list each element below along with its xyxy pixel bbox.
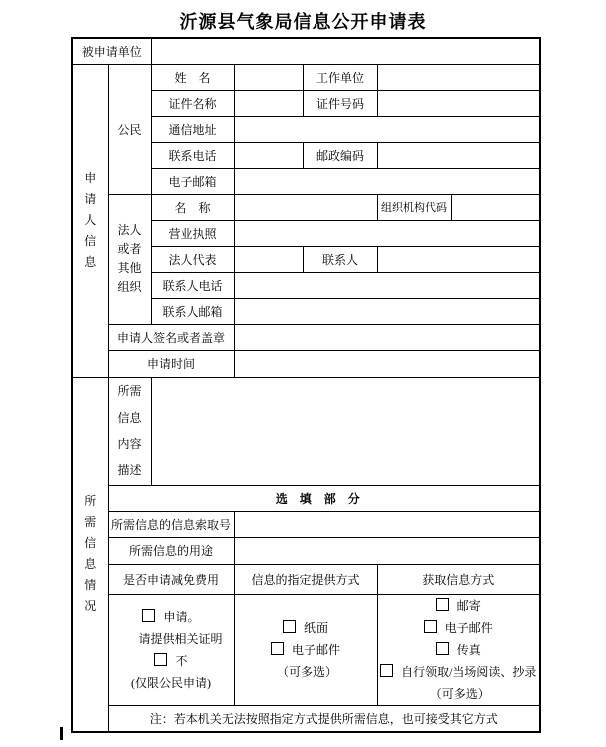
- cert-name-value-cell[interactable]: [234, 90, 303, 116]
- email-label: 电子邮箱: [151, 168, 234, 194]
- option-provide-email[interactable]: 电子邮件: [237, 639, 375, 661]
- table-row: [72, 594, 540, 705]
- optional-section-header: 选填部分: [108, 485, 540, 511]
- table-row: [72, 194, 540, 220]
- page-title: 沂源县气象局信息公开申请表: [179, 12, 427, 32]
- contact-phone-value-cell[interactable]: [234, 272, 540, 298]
- checkbox-icon[interactable]: [424, 620, 437, 633]
- contact-label: 联系人: [303, 246, 377, 272]
- name-label: 姓 名: [151, 64, 234, 90]
- applicant-section-vertical-text: 申请人信息: [84, 171, 97, 269]
- provide-multi-select-hint: （可多选）: [276, 664, 337, 679]
- postcode-value-cell[interactable]: [377, 142, 540, 168]
- provide-options-cell: [234, 594, 377, 705]
- option-fee-no[interactable]: 不: [111, 650, 232, 672]
- apply-time-value-cell[interactable]: [234, 350, 540, 377]
- contact-email-label: 联系人邮箱: [151, 298, 234, 324]
- table-row: [72, 38, 540, 64]
- option-fee-apply[interactable]: 申请。: [111, 606, 232, 628]
- work-unit-label: 工作单位: [303, 64, 377, 90]
- cert-no-label: 证件号码: [303, 90, 377, 116]
- checkbox-icon[interactable]: [154, 653, 167, 666]
- checkbox-icon[interactable]: [142, 609, 155, 622]
- contact-email-value-cell[interactable]: [234, 298, 540, 324]
- address-label: 通信地址: [151, 116, 234, 142]
- organization-group-wrapped-text: 法人或者其他组织: [117, 222, 142, 295]
- table-row: [72, 350, 540, 377]
- applied-unit-value-cell[interactable]: [151, 38, 540, 64]
- email-value-cell[interactable]: [234, 168, 540, 194]
- org-name-label: 名 称: [151, 194, 234, 220]
- purpose-label: 所需信息的用途: [108, 537, 234, 564]
- obtain-multi-select-hint: （可多选）: [429, 686, 490, 701]
- fee-citizen-only-hint: (仅限公民申请): [131, 675, 211, 690]
- content-desc-label: [108, 377, 151, 485]
- option-obtain-fax[interactable]: 传真: [380, 639, 538, 661]
- fee-apply-proof-hint: 请提供相关证明: [138, 631, 223, 646]
- obtain-column-header: 获取信息方式: [377, 564, 540, 594]
- legal-rep-label: 法人代表: [151, 246, 234, 272]
- applicant-section-label: [72, 64, 108, 377]
- signature-label: 申请人签名或者盖章: [108, 324, 234, 350]
- license-value-cell[interactable]: [234, 220, 540, 246]
- work-unit-value-cell[interactable]: [377, 64, 540, 90]
- checkbox-icon[interactable]: [380, 664, 393, 677]
- signature-value-cell[interactable]: [234, 324, 540, 350]
- cert-no-value-cell[interactable]: [377, 90, 540, 116]
- table-row: [72, 537, 540, 564]
- fee-options-cell: [108, 594, 234, 705]
- obtain-options-cell: [377, 594, 540, 705]
- option-provide-paper[interactable]: 纸面: [237, 617, 375, 639]
- fee-column-header: 是否申请减免费用: [108, 564, 234, 594]
- info-section-label: [72, 377, 108, 732]
- table-row: [72, 511, 540, 537]
- text-cursor: [60, 727, 63, 740]
- table-row: [72, 485, 540, 511]
- checkbox-icon[interactable]: [283, 620, 296, 633]
- table-row: [72, 377, 540, 485]
- cert-name-label: 证件名称: [151, 90, 234, 116]
- legal-rep-value-cell[interactable]: [234, 246, 303, 272]
- organization-group-label: [108, 194, 151, 324]
- checkbox-icon[interactable]: [436, 642, 449, 655]
- info-section-vertical-text: 所需信息情况: [84, 494, 97, 614]
- table-row: [72, 564, 540, 594]
- option-obtain-mail[interactable]: 邮寄: [380, 595, 538, 617]
- checkbox-icon[interactable]: [436, 598, 449, 611]
- table-row: [72, 705, 540, 732]
- contact-phone-label: 联系人电话: [151, 272, 234, 298]
- table-row: [72, 64, 540, 90]
- postcode-label: 邮政编码: [303, 142, 377, 168]
- org-code-label: 组织机构代码: [377, 194, 451, 220]
- applied-unit-label: 被申请单位: [72, 38, 151, 64]
- application-form-table: [71, 37, 541, 733]
- retrieval-no-label: 所需信息的信息索取号: [108, 511, 234, 537]
- contact-value-cell[interactable]: [377, 246, 540, 272]
- citizen-group-label: 公民: [108, 64, 151, 194]
- retrieval-no-value-cell[interactable]: [234, 511, 540, 537]
- apply-time-label: 申请时间: [108, 350, 234, 377]
- name-value-cell[interactable]: [234, 64, 303, 90]
- content-desc-value-cell[interactable]: [151, 377, 540, 485]
- org-code-value-cell[interactable]: [451, 194, 540, 220]
- content-desc-wrapped-text: 所需信息内容描述: [117, 384, 142, 478]
- purpose-value-cell[interactable]: [234, 537, 540, 564]
- org-name-value-cell[interactable]: [234, 194, 377, 220]
- option-obtain-email[interactable]: 电子邮件: [380, 617, 538, 639]
- table-row: [72, 324, 540, 350]
- checkbox-icon[interactable]: [271, 642, 284, 655]
- phone-label: 联系电话: [151, 142, 234, 168]
- phone-value-cell[interactable]: [234, 142, 303, 168]
- license-label: 营业执照: [151, 220, 234, 246]
- provide-column-header: 信息的指定提供方式: [234, 564, 377, 594]
- address-value-cell[interactable]: [234, 116, 540, 142]
- option-obtain-self-pickup[interactable]: 自行领取/当场阅读、抄录: [380, 661, 538, 683]
- footer-note: 注：若本机关无法按照指定方式提供所需信息，也可接受其它方式: [108, 705, 540, 732]
